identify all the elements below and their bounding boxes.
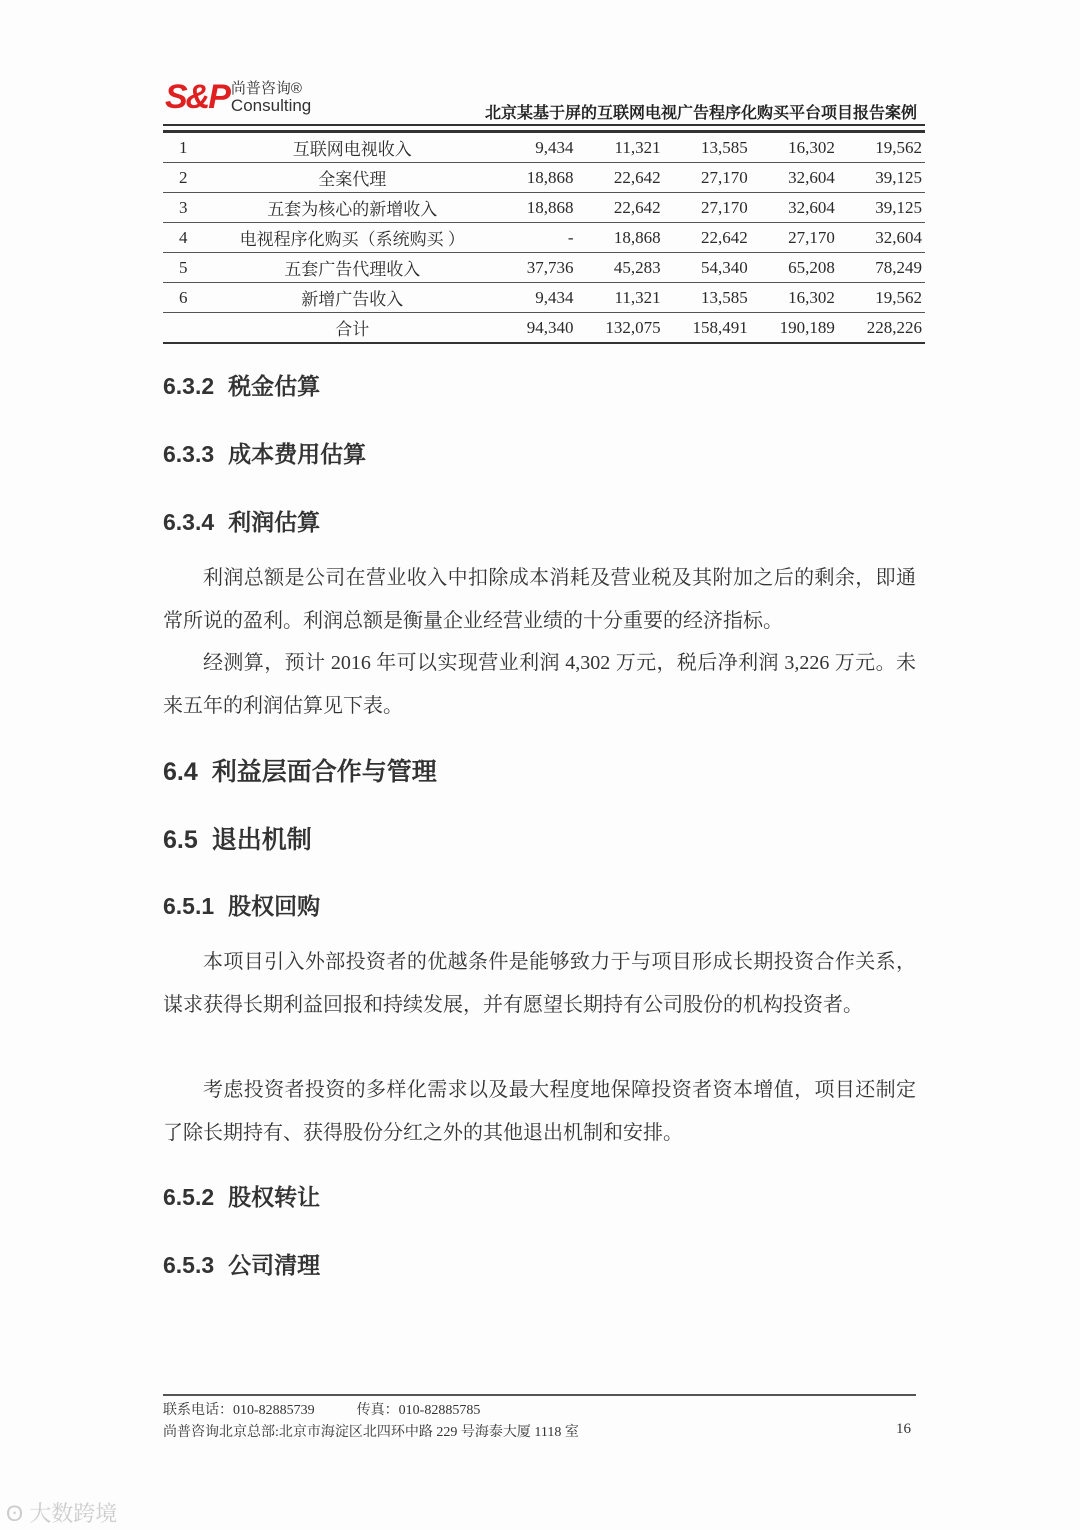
row-label: 互联网电视收入 [214,133,490,163]
footer-rule [163,1394,916,1396]
logo-mark: S&P [165,78,229,116]
table-row [163,163,925,193]
paragraph: 利润总额是公司在营业收入中扣除成本消耗及营业税及其附加之后的剩余，即通常所说的盈利。利润总额是衡量企业经营业绩的十分重要的经济指标。 [163,567,916,632]
table-row [163,253,925,283]
page-number: 16 [896,1421,911,1437]
row-index: 6 [163,283,214,313]
row-label: 五套为核心的新增收入 [214,193,490,223]
row-value: - [490,223,576,253]
logo-en: Consulting [230,96,312,115]
row-value: 32,604 [751,163,838,193]
document-title: 北京某基于屏的互联网电视广告程序化购买平台项目报告案例 [484,105,917,122]
section-heading: 6.3.3 成本费用估算 [163,441,367,467]
row-value: 132,075 [577,313,664,344]
watermark: ʘ 大数跨境 [6,1501,118,1526]
row-value: 54,340 [664,253,751,283]
row-value: 32,604 [838,223,925,253]
revenue-table [163,133,925,344]
row-value: 22,642 [577,163,664,193]
logo-cn: 尚普咨询® [230,80,302,97]
watermark-logo-icon: ʘ [6,1501,30,1526]
row-index [163,313,214,344]
header-rule [163,124,925,126]
row-index: 4 [163,223,214,253]
company-logo [165,80,311,114]
row-label: 电视程序化购买（系统购买 ） [214,223,490,253]
row-value: 11,321 [577,283,664,313]
row-value: 190,189 [751,313,838,344]
row-value: 228,226 [838,313,925,344]
row-index: 5 [163,253,214,283]
row-value: 27,170 [664,193,751,223]
section-heading: 6.3.2 税金估算 [163,373,321,399]
section-heading: 6.5 退出机制 [163,826,312,854]
row-value: 39,125 [838,193,925,223]
row-value: 158,491 [664,313,751,344]
row-label: 合计 [214,313,490,344]
section-heading: 6.5.3 公司清理 [163,1252,321,1278]
row-value: 65,208 [751,253,838,283]
row-value: 13,585 [664,133,751,163]
row-value: 78,249 [838,253,925,283]
section-heading: 6.5.1 股权回购 [163,893,321,919]
row-value: 9,434 [490,283,576,313]
row-value: 18,868 [490,163,576,193]
row-index: 2 [163,163,214,193]
row-value: 39,125 [838,163,925,193]
section-heading: 6.4 利益层面合作与管理 [163,758,437,786]
row-value: 18,868 [577,223,664,253]
row-value: 94,340 [490,313,576,344]
table-row [163,133,925,163]
row-value: 11,321 [577,133,664,163]
row-value: 45,283 [577,253,664,283]
row-value: 32,604 [751,193,838,223]
paragraph: 经测算，预计 2016 年可以实现营业利润 4,302 万元，税后净利润 3,226 万元。未来五年的利润估算见下表。 [163,652,916,717]
table-row [163,313,925,344]
paragraph: 本项目引入外部投资者的优越条件是能够致力于与项目形成长期投资合作关系，谋求获得长期利益回报和持续发展，并有愿望长期持有公司股份的机构投资者。 [163,951,916,1016]
row-value: 13,585 [664,283,751,313]
row-label: 五套广告代理收入 [214,253,490,283]
footer-contact: 联系电话：010-82885739 传真：010-82885785 [163,1403,481,1418]
row-value: 19,562 [838,283,925,313]
row-value: 9,434 [490,133,576,163]
footer-address: 尚普咨询北京总部:北京市海淀区北四环中路 229 号海泰大厦 1118 室 [163,1425,579,1440]
row-value: 22,642 [664,223,751,253]
row-value: 16,302 [751,283,838,313]
row-value: 27,170 [664,163,751,193]
row-label: 新增广告收入 [214,283,490,313]
row-value: 19,562 [838,133,925,163]
table-row [163,223,925,253]
row-value: 27,170 [751,223,838,253]
table-row [163,193,925,223]
paragraph: 考虑投资者投资的多样化需求以及最大程度地保障投资者资本增值，项目还制定了除长期持有、获得股份分红之外的其他退出机制和安排。 [163,1079,916,1144]
row-index: 1 [163,133,214,163]
section-heading: 6.5.2 股权转让 [163,1184,321,1210]
row-index: 3 [163,193,214,223]
section-heading: 6.3.4 利润估算 [163,509,321,535]
row-label: 全案代理 [214,163,490,193]
row-value: 18,868 [490,193,576,223]
row-value: 22,642 [577,193,664,223]
row-value: 37,736 [490,253,576,283]
row-value: 16,302 [751,133,838,163]
table-row [163,283,925,313]
